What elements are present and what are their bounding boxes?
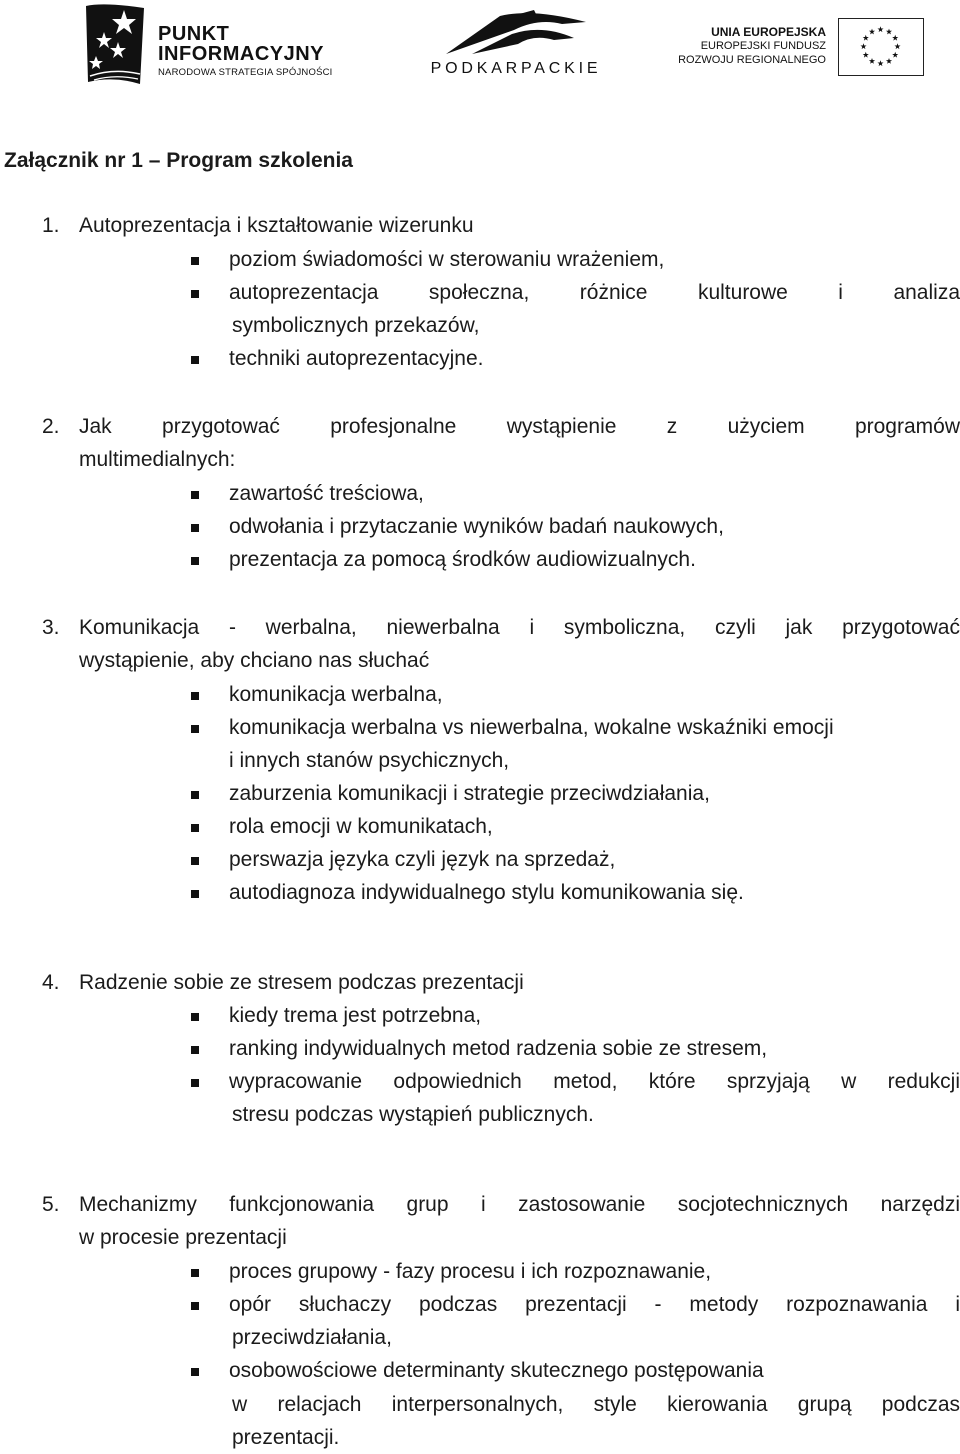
list-item: komunikacja werbalna vs niewerbalna, wokalne wskaźniki emocji bbox=[229, 716, 834, 739]
list-item: proces grupowy - fazy procesu i ich rozpoznawanie, bbox=[229, 1260, 712, 1283]
logo-right-line3: ROZWOJU REGIONALNEGO bbox=[678, 54, 826, 66]
podkarpackie-logo bbox=[418, 8, 614, 78]
list-item: komunikacja werbalna, bbox=[229, 683, 443, 706]
bullet-square-icon bbox=[191, 824, 199, 832]
list-item-continuation: w relacjach interpersonalnych, style kierowania grupą podczas bbox=[232, 1393, 960, 1416]
list-item: perswazja języka czyli język na sprzedaż, bbox=[229, 848, 616, 871]
list-item-continuation: stresu podczas wystąpień publicznych. bbox=[232, 1103, 594, 1126]
list-item-continuation: symbolicznych przekazów, bbox=[232, 314, 480, 337]
list-item: odwołania i przytaczanie wyników badań naukowych, bbox=[229, 515, 724, 538]
list-item: autoprezentacja społeczna, różnice kulturowe i analiza bbox=[229, 281, 960, 304]
stars-flag-icon bbox=[84, 2, 146, 84]
page-title: Załącznik nr 1 – Program szkolenia bbox=[4, 149, 353, 172]
list-item: autodiagnoza indywidualnego stylu komunikowania się. bbox=[229, 881, 744, 904]
section-number: 3. bbox=[42, 616, 60, 639]
bullet-square-icon bbox=[191, 890, 199, 898]
section-heading-continuation: wystąpienie, aby chciano nas słuchać bbox=[79, 649, 430, 672]
bullet-square-icon bbox=[191, 491, 199, 499]
section-heading: Jak przygotować profesjonalne wystąpienie z użyciem programów bbox=[79, 415, 960, 438]
section-heading: Radzenie sobie ze stresem podczas prezentacji bbox=[79, 971, 524, 994]
logo-left-line2: INFORMACYJNY bbox=[158, 43, 325, 65]
section-number: 5. bbox=[42, 1193, 60, 1216]
bullet-square-icon bbox=[191, 791, 199, 799]
list-item: poziom świadomości w sterowaniu wrażeniem, bbox=[229, 248, 665, 271]
bullet-square-icon bbox=[191, 725, 199, 733]
section-number: 4. bbox=[42, 971, 60, 994]
header-logos bbox=[0, 0, 960, 100]
logo-left-line3: NARODOWA STRATEGIA SPÓJNOŚCI bbox=[158, 67, 333, 78]
bullet-square-icon bbox=[191, 1368, 199, 1376]
logo-center-text: PODKARPACKIE bbox=[430, 60, 602, 77]
bullet-square-icon bbox=[191, 290, 199, 298]
bullet-square-icon bbox=[191, 524, 199, 532]
ue-logo bbox=[678, 18, 924, 78]
list-item-continuation: prezentacji. bbox=[232, 1426, 340, 1449]
bullet-square-icon bbox=[191, 257, 199, 265]
bullet-square-icon bbox=[191, 857, 199, 865]
bullet-square-icon bbox=[191, 1013, 199, 1021]
list-item: osobowościowe determinanty skutecznego postępowania bbox=[229, 1359, 764, 1382]
bullet-square-icon bbox=[191, 356, 199, 364]
list-item: kiedy trema jest potrzebna, bbox=[229, 1004, 482, 1027]
logo-right-line2: EUROPEJSKI FUNDUSZ bbox=[700, 40, 826, 52]
bullet-square-icon bbox=[191, 1079, 199, 1087]
section-heading: Mechanizmy funkcjonowania grup i zastosowanie socjotechnicznych narzędzi bbox=[79, 1193, 960, 1216]
bullet-square-icon bbox=[191, 692, 199, 700]
list-item: ranking indywidualnych metod radzenia sobie ze stresem, bbox=[229, 1037, 768, 1060]
list-item-continuation: i innych stanów psychicznych, bbox=[229, 749, 510, 772]
list-item-continuation: przeciwdziałania, bbox=[232, 1326, 392, 1349]
section-heading: Komunikacja - werbalna, niewerbalna i symboliczna, czyli jak przygotować bbox=[79, 616, 960, 639]
list-item: rola emocji w komunikatach, bbox=[229, 815, 493, 838]
list-item: prezentacja za pomocą środków audiowizualnych. bbox=[229, 548, 696, 571]
mountains-icon bbox=[442, 8, 590, 56]
bullet-square-icon bbox=[191, 1269, 199, 1277]
section-number: 2. bbox=[42, 415, 60, 438]
list-item: opór słuchaczy podczas prezentacji - metody rozpoznawania i bbox=[229, 1293, 960, 1316]
list-item: techniki autoprezentacyjne. bbox=[229, 347, 484, 370]
section-heading-continuation: w procesie prezentacji bbox=[79, 1226, 287, 1249]
bullet-square-icon bbox=[191, 1302, 199, 1310]
list-item: wypracowanie odpowiednich metod, które sprzyjają w redukcji bbox=[229, 1070, 960, 1093]
section-number: 1. bbox=[42, 214, 60, 237]
logo-right-line1: UNIA EUROPEJSKA bbox=[711, 25, 826, 39]
punkt-informacyjny-logo bbox=[84, 2, 346, 84]
list-item: zaburzenia komunikacji i strategie przeciwdziałania, bbox=[229, 782, 710, 805]
logo-left-line1: PUNKT bbox=[158, 23, 230, 45]
eu-flag-icon bbox=[838, 18, 924, 76]
bullet-square-icon bbox=[191, 557, 199, 565]
list-item: zawartość treściowa, bbox=[229, 482, 424, 505]
bullet-square-icon bbox=[191, 1046, 199, 1054]
section-heading: Autoprezentacja i kształtowanie wizerunku bbox=[79, 214, 474, 237]
section-heading-continuation: multimedialnych: bbox=[79, 448, 236, 471]
